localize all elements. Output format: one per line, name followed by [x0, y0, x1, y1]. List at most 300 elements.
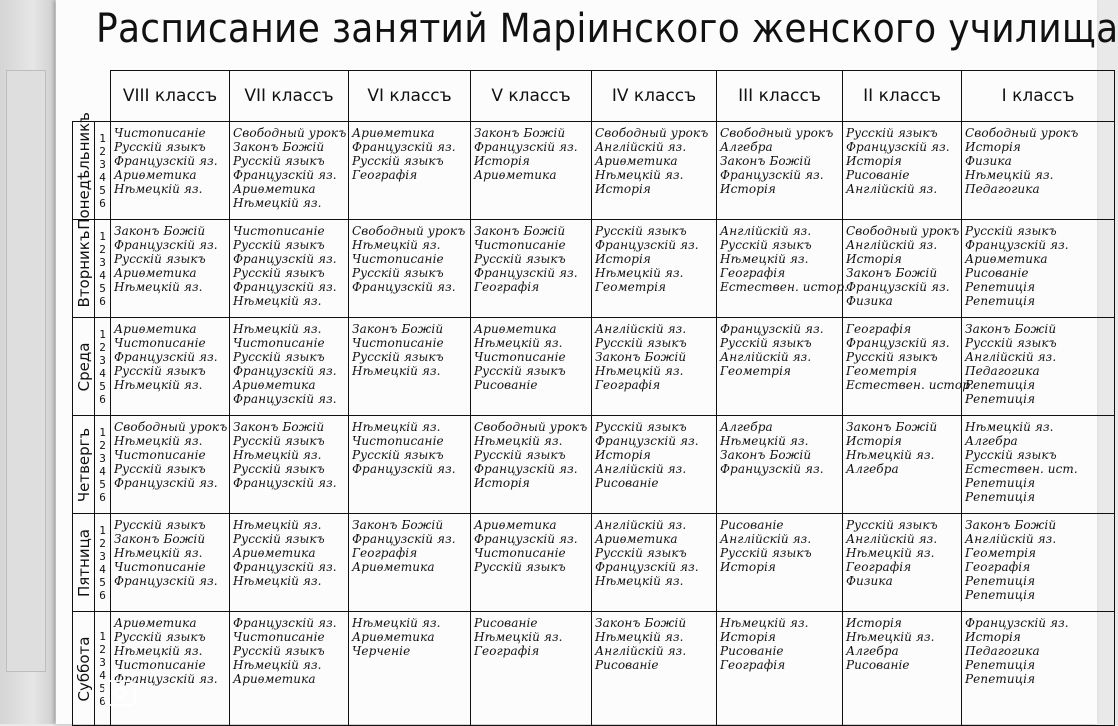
lesson-item: Русскій языкъ: [233, 434, 325, 448]
lesson-item: Исторія: [846, 616, 902, 630]
lesson-number: 4: [99, 668, 106, 682]
lesson-item: Русскій языкъ: [595, 420, 687, 434]
lesson-item: Исторія: [720, 630, 776, 644]
lesson-item: Ариѳметика: [114, 266, 197, 280]
lesson-item: Нѣмецкій яз.: [846, 448, 935, 462]
day-name: Понедѣльникъ: [74, 111, 93, 230]
lesson-list: [843, 220, 961, 308]
lesson-item: Репетиція: [965, 378, 1036, 392]
lesson-item: Русскій языкъ: [965, 336, 1057, 350]
lesson-item: Ариѳметика: [233, 546, 316, 560]
lesson-number: 6: [99, 588, 106, 602]
lesson-item: Ариѳметика: [595, 532, 678, 546]
schedule-board: [56, 0, 1118, 724]
lesson-item: Свободный урокъ: [595, 126, 709, 140]
lesson-item: Естествен. истор.: [720, 280, 848, 294]
lesson-list: [717, 122, 842, 196]
schedule-cell: [230, 122, 349, 220]
lesson-list: [471, 514, 591, 574]
lesson-item: Ариѳметика: [474, 322, 557, 336]
day-name: Четвергъ: [74, 427, 93, 502]
lesson-item: Чистописаніе: [114, 448, 206, 462]
lesson-item: Законъ Божій: [233, 140, 325, 154]
lesson-number: 5: [99, 183, 106, 197]
lesson-item: Законъ Божій: [114, 532, 206, 546]
lesson-item: Нѣмецкій яз.: [474, 434, 563, 448]
lesson-item: Русскій языкъ: [595, 224, 687, 238]
lesson-number: 3: [99, 655, 106, 669]
lesson-item: Русскій языкъ: [233, 350, 325, 364]
lesson-item: Законъ Божій: [846, 266, 938, 280]
lesson-item: Географія: [965, 560, 1031, 574]
day-row: [73, 318, 1115, 416]
lesson-item: Естествен. ист.: [965, 462, 1078, 476]
lesson-list: [717, 612, 842, 672]
class-header: II классъ: [843, 71, 962, 122]
lesson-list: [843, 122, 961, 196]
lesson-item: Географія: [474, 644, 540, 658]
schedule-cell: [843, 122, 962, 220]
lesson-item: Англійскій яз.: [846, 532, 938, 546]
class-header: IV классъ: [592, 71, 717, 122]
page-title: Расписание занятий Маріинского женского училища: [96, 6, 1118, 52]
lesson-numbers: [95, 220, 111, 318]
lesson-item: Законъ Божій: [965, 518, 1057, 532]
lesson-item: Репетиція: [965, 294, 1036, 308]
lesson-item: Географія: [352, 168, 418, 182]
lesson-item: Педагогика: [965, 182, 1040, 196]
lesson-list: [471, 220, 591, 294]
lesson-item: Рисованіе: [474, 616, 538, 630]
lesson-item: Нѣмецкій яз.: [846, 546, 935, 560]
schedule-cell: [962, 514, 1115, 612]
lesson-item: Англійскій яз.: [965, 532, 1057, 546]
lesson-item: Законъ Божій: [474, 224, 566, 238]
lesson-item: Рисованіе: [965, 266, 1029, 280]
schedule-cell: [230, 612, 349, 726]
schedule-cell: [717, 318, 843, 416]
schedule-cell: [962, 612, 1115, 726]
lesson-item: Нѣмецкій яз.: [233, 518, 322, 532]
lesson-list: [962, 318, 1114, 406]
lesson-list: [471, 416, 591, 490]
lesson-item: Исторія: [965, 140, 1021, 154]
lesson-item: Русскій языкъ: [114, 518, 206, 532]
lesson-item: Свободный урокъ: [233, 126, 347, 140]
lesson-item: Чистописаніе: [114, 658, 206, 672]
lesson-item: Французскій яз.: [474, 140, 578, 154]
lesson-list: [592, 220, 716, 294]
lesson-item: Педагогика: [965, 364, 1040, 378]
lesson-item: Чистописаніе: [474, 350, 566, 364]
lesson-item: Геометрія: [595, 280, 667, 294]
schedule-cell: [230, 318, 349, 416]
lesson-item: Нѣмецкій яз.: [114, 182, 203, 196]
lesson-item: Англійскій яз.: [846, 238, 938, 252]
lesson-item: Французскій яз.: [233, 392, 337, 406]
lesson-item: Алгебра: [846, 462, 899, 476]
lesson-item: Геометрія: [965, 546, 1037, 560]
lesson-number: 5: [99, 575, 106, 589]
lesson-list: [471, 612, 591, 658]
lesson-item: Чистописаніе: [233, 630, 325, 644]
lesson-number: 1: [99, 523, 106, 537]
day-name: Пятница: [74, 528, 93, 597]
lesson-list: [230, 318, 348, 406]
lesson-item: Географія: [846, 560, 912, 574]
lesson-list: [717, 416, 842, 476]
lesson-item: Англійскій яз.: [965, 350, 1057, 364]
lesson-item: Репетиція: [965, 672, 1036, 686]
day-row: [73, 612, 1115, 726]
lesson-item: Русскій языкъ: [474, 364, 566, 378]
lesson-item: Французскій яз.: [352, 532, 456, 546]
lesson-item: Законъ Божій: [595, 350, 687, 364]
lesson-item: Исторія: [474, 154, 530, 168]
lesson-item: Нѣмецкій яз.: [720, 434, 809, 448]
lesson-item: Англійскій яз.: [720, 350, 812, 364]
lesson-item: Законъ Божій: [233, 420, 325, 434]
schedule-cell: [843, 514, 962, 612]
lesson-numbers: [95, 122, 111, 220]
lesson-item: Англійскій яз.: [846, 182, 938, 196]
lesson-item: Естествен. истор.: [846, 378, 974, 392]
day-name: Суббота: [74, 636, 93, 701]
schedule-cell: [717, 612, 843, 726]
lesson-item: Географія: [595, 378, 661, 392]
lesson-item: Французскій яз.: [595, 238, 699, 252]
schedule-cell: [471, 612, 592, 726]
schedule-cell: [471, 416, 592, 514]
lesson-number: 3: [99, 255, 106, 269]
lesson-item: Исторія: [595, 252, 651, 266]
lesson-list: [111, 318, 229, 392]
day-cell: [73, 514, 95, 612]
lesson-item: Законъ Божій: [352, 518, 444, 532]
schedule-cell: [230, 416, 349, 514]
lesson-numbers: [95, 318, 111, 416]
schedule-cell: [471, 122, 592, 220]
lesson-item: Ариѳметика: [352, 126, 435, 140]
lesson-item: Русскій языкъ: [114, 630, 206, 644]
lesson-item: Ариѳметика: [114, 322, 197, 336]
lesson-number: 4: [99, 562, 106, 576]
lesson-item: Чистописаніе: [352, 434, 444, 448]
lesson-item: Рисованіе: [846, 168, 910, 182]
lesson-item: Французскій яз.: [595, 560, 699, 574]
lesson-item: Алгебра: [846, 644, 899, 658]
lesson-item: Англійскій яз.: [595, 322, 687, 336]
lesson-item: Русскій языкъ: [846, 350, 938, 364]
lesson-item: Свободный урокъ: [846, 224, 960, 238]
schedule-cell: [349, 318, 471, 416]
lesson-item: Русскій языкъ: [114, 462, 206, 476]
lesson-number: 6: [99, 294, 106, 308]
lesson-item: Французскій яз.: [114, 154, 218, 168]
lesson-number: 4: [99, 464, 106, 478]
lesson-item: Ариѳметика: [233, 182, 316, 196]
day-row: [73, 220, 1115, 318]
lesson-list: [111, 416, 229, 490]
lesson-item: Чистописаніе: [474, 546, 566, 560]
lesson-item: Нѣмецкій яз.: [114, 378, 203, 392]
lesson-item: Рисованіе: [474, 378, 538, 392]
lesson-list: [230, 416, 348, 490]
lesson-item: Французскій яз.: [965, 238, 1069, 252]
lesson-list: [471, 318, 591, 392]
lesson-number: 1: [99, 425, 106, 439]
schedule-cell: [592, 514, 717, 612]
lesson-list: [111, 122, 229, 196]
schedule-cell: [592, 612, 717, 726]
day-row: [73, 416, 1115, 514]
lesson-item: Географія: [720, 266, 786, 280]
class-header: III классъ: [717, 71, 843, 122]
lesson-item: Французскій яз.: [114, 350, 218, 364]
lesson-item: Русскій языкъ: [114, 364, 206, 378]
lesson-item: Исторія: [965, 630, 1021, 644]
lesson-list: [962, 416, 1114, 504]
lesson-number: 6: [99, 694, 106, 708]
lesson-number: 1: [99, 131, 106, 145]
lesson-item: Англійскій яз.: [595, 518, 687, 532]
schedule-cell: [843, 612, 962, 726]
schedule-cell: [843, 416, 962, 514]
lesson-item: Русскій языкъ: [965, 448, 1057, 462]
lesson-item: Ариѳметика: [352, 560, 435, 574]
lesson-item: Русскій языкъ: [720, 238, 812, 252]
lesson-item: Законъ Божій: [965, 322, 1057, 336]
lesson-item: Рисованіе: [595, 476, 659, 490]
lesson-item: Свободный урокъ: [720, 126, 834, 140]
lesson-item: Французскій яз.: [474, 462, 578, 476]
lesson-item: Рисованіе: [595, 658, 659, 672]
lesson-item: Репетиція: [965, 280, 1036, 294]
lesson-item: Французскій яз.: [233, 252, 337, 266]
lesson-item: Нѣмецкій яз.: [720, 252, 809, 266]
lesson-list: [230, 220, 348, 308]
lesson-number: 2: [99, 438, 106, 452]
lesson-list: [349, 612, 470, 658]
lesson-list: [230, 122, 348, 210]
schedule-cell: [843, 220, 962, 318]
lesson-item: Русскій языкъ: [233, 238, 325, 252]
lesson-number: 4: [99, 170, 106, 184]
lesson-item: Французскій яз.: [233, 364, 337, 378]
lesson-item: Законъ Божій: [720, 154, 812, 168]
lesson-numbers: [95, 416, 111, 514]
lesson-list: [962, 514, 1114, 602]
lesson-item: Законъ Божій: [352, 322, 444, 336]
schedule-cell: [349, 612, 471, 726]
lesson-item: Ариѳметика: [474, 168, 557, 182]
schedule-cell: [717, 514, 843, 612]
lesson-item: Алгебра: [720, 420, 773, 434]
lesson-item: Репетиція: [965, 658, 1036, 672]
lesson-list: [843, 514, 961, 588]
lesson-item: Нѣмецкій яз.: [114, 644, 203, 658]
lesson-item: Русскій языкъ: [846, 518, 938, 532]
lesson-item: Геометрія: [846, 364, 918, 378]
lesson-item: Нѣмецкій яз.: [474, 630, 563, 644]
lesson-item: Исторія: [720, 560, 776, 574]
lesson-number: 4: [99, 366, 106, 380]
lesson-item: Свободный урокъ: [114, 420, 228, 434]
lesson-item: Русскій языкъ: [474, 560, 566, 574]
class-header: VI классъ: [349, 71, 471, 122]
lesson-item: Чистописаніе: [352, 336, 444, 350]
lesson-item: Физика: [846, 294, 893, 308]
lesson-list: [349, 220, 470, 294]
schedule-cell: [230, 514, 349, 612]
lesson-item: Репетиція: [965, 574, 1036, 588]
lesson-item: Французскій яз.: [352, 462, 456, 476]
schedule-cell: [592, 220, 717, 318]
schedule-cell: [349, 514, 471, 612]
lesson-number: 4: [99, 268, 106, 282]
schedule-cell: [111, 416, 230, 514]
lesson-item: Русскій языкъ: [114, 140, 206, 154]
schedule-cell: [962, 122, 1115, 220]
lesson-item: Французскій яз.: [233, 476, 337, 490]
lesson-item: Чистописаніе: [114, 336, 206, 350]
lesson-list: [592, 612, 716, 672]
schedule-cell: [962, 416, 1115, 514]
lesson-item: Свободный урокъ: [965, 126, 1079, 140]
lesson-item: Рисованіе: [720, 644, 784, 658]
lesson-number: 3: [99, 353, 106, 367]
lesson-item: Нѣмецкій яз.: [233, 448, 322, 462]
lesson-list: [349, 416, 470, 476]
lesson-item: Исторія: [595, 182, 651, 196]
lesson-item: Ариѳметика: [474, 518, 557, 532]
lesson-item: Французскій яз.: [114, 238, 218, 252]
lesson-item: Ариѳметика: [233, 672, 316, 686]
lesson-item: Французскій яз.: [595, 434, 699, 448]
lesson-item: Черченіе: [352, 644, 411, 658]
lesson-item: Законъ Божій: [474, 126, 566, 140]
lesson-item: Англійскій яз.: [720, 224, 812, 238]
schedule-cell: [717, 416, 843, 514]
schedule-cell: [962, 318, 1115, 416]
lesson-item: Русскій языкъ: [720, 336, 812, 350]
lesson-number: 1: [99, 229, 106, 243]
lesson-number: 6: [99, 196, 106, 210]
camera-icon: [104, 680, 136, 706]
lesson-item: Алгебра: [965, 434, 1018, 448]
lesson-item: Исторія: [474, 476, 530, 490]
lesson-item: Географія: [352, 546, 418, 560]
lesson-item: Нѣмецкій яз.: [595, 630, 684, 644]
schedule-cell: [471, 514, 592, 612]
lesson-item: Англійскій яз.: [595, 140, 687, 154]
lesson-item: Нѣмецкій яз.: [595, 266, 684, 280]
lesson-item: Французскій яз.: [233, 280, 337, 294]
schedule-cell: [111, 318, 230, 416]
schedule-cell: [111, 122, 230, 220]
lesson-item: Законъ Божій: [846, 420, 938, 434]
lesson-item: Французскій яз.: [114, 574, 218, 588]
lesson-number: 1: [99, 327, 106, 341]
lesson-item: Ариѳметика: [233, 378, 316, 392]
lesson-item: Нѣмецкій яз.: [233, 322, 322, 336]
lesson-item: Французскій яз.: [720, 462, 824, 476]
lesson-item: Русскій языкъ: [474, 252, 566, 266]
background-wall: [0, 0, 55, 724]
lesson-number: 3: [99, 157, 106, 171]
lesson-item: Ариѳметика: [352, 630, 435, 644]
schedule-cell: [111, 612, 230, 726]
schedule-cell: [111, 514, 230, 612]
lesson-item: Нѣмецкій яз.: [474, 336, 563, 350]
lesson-item: Русскій языкъ: [846, 126, 938, 140]
lesson-number: 5: [99, 477, 106, 491]
lesson-number: 2: [99, 642, 106, 656]
schedule-cell: [843, 318, 974, 416]
day-row: [73, 514, 1115, 612]
lesson-list: [111, 612, 229, 686]
lesson-item: Русскій языкъ: [474, 448, 566, 462]
lesson-list: [843, 612, 961, 672]
lesson-list: [111, 514, 229, 588]
background-frame: [6, 70, 46, 672]
schedule-cell: [111, 220, 230, 318]
lesson-item: Ариѳметика: [114, 616, 197, 630]
lesson-list: [843, 416, 961, 476]
lesson-number: 3: [99, 549, 106, 563]
lesson-item: Нѣмецкій яз.: [595, 574, 684, 588]
day-name: Вторникъ: [74, 230, 93, 307]
lesson-item: Нѣмецкій яз.: [846, 630, 935, 644]
lesson-item: Нѣмецкій яз.: [114, 434, 203, 448]
schedule-cell: [717, 220, 848, 318]
lesson-number: 2: [99, 536, 106, 550]
schedule-cell: [349, 220, 471, 318]
lesson-item: Русскій языкъ: [233, 154, 325, 168]
lesson-item: Русскій языкъ: [720, 546, 812, 560]
lesson-item: Законъ Божій: [114, 224, 206, 238]
lesson-list: [962, 122, 1114, 196]
lesson-item: Англійскій яз.: [720, 532, 812, 546]
lesson-item: Нѣмецкій яз.: [352, 364, 441, 378]
header-row: [73, 71, 1115, 122]
lesson-number: 5: [99, 379, 106, 393]
schedule-body: [73, 111, 1115, 726]
lesson-item: Алгебра: [720, 140, 773, 154]
schedule-cell: [230, 220, 349, 318]
lesson-item: Чистописаніе: [474, 238, 566, 252]
lesson-item: Русскій языкъ: [352, 448, 444, 462]
lesson-item: Чистописаніе: [233, 336, 325, 350]
lesson-number: 5: [99, 681, 106, 695]
lesson-item: Французскій яз.: [474, 266, 578, 280]
lesson-item: Французскій яз.: [474, 532, 578, 546]
lesson-list: [962, 612, 1114, 686]
schedule-cell: [349, 416, 471, 514]
class-header: I классъ: [962, 71, 1115, 122]
lesson-item: Французскій яз.: [233, 616, 337, 630]
lesson-item: Нѣмецкій яз.: [114, 280, 203, 294]
lesson-list: [230, 514, 348, 588]
lesson-item: Чистописаніе: [114, 560, 206, 574]
lesson-item: Исторія: [595, 448, 651, 462]
day-row: [73, 122, 1115, 220]
lesson-item: Французскій яз.: [233, 560, 337, 574]
lesson-item: Нѣмецкій яз.: [233, 574, 322, 588]
lesson-numbers: [95, 612, 111, 726]
class-header: VII классъ: [230, 71, 349, 122]
lesson-item: Французскій яз.: [352, 140, 456, 154]
